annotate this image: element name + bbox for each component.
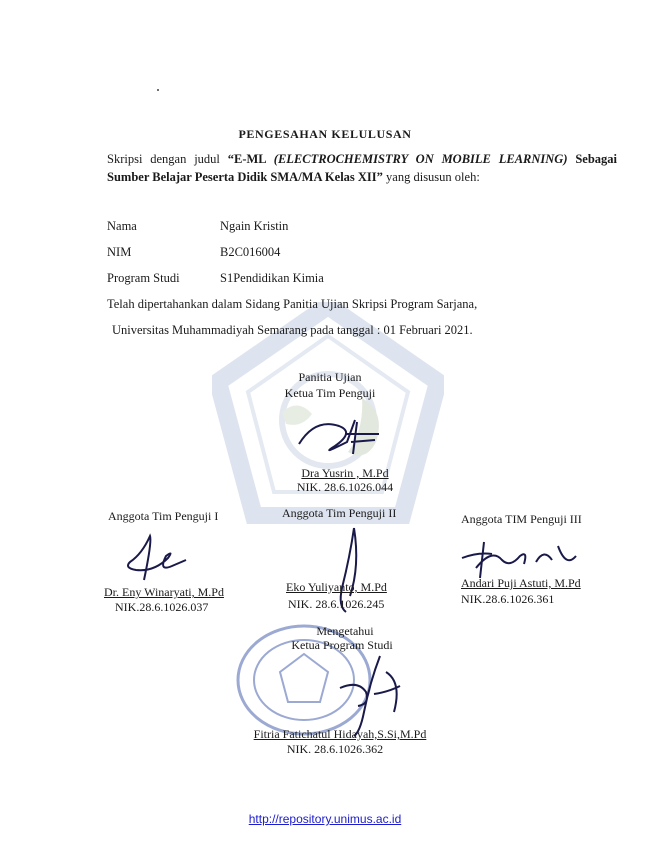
nim-value: B2C016004 [220,245,281,259]
thesis-title-italic: (ELECTROCHEMISTRY ON MOBILE LEARNING) [273,152,568,166]
name-value: Ngain Kristin [220,219,289,233]
examiner-3-signature [458,538,582,580]
examiner-1-signature [122,532,192,584]
thesis-title-part-2: Sebagai Sumber Belajar Peserta Didik SMA/MA Kelas XII” [107,152,617,184]
approval-role: Ketua Program Studi [291,638,393,652]
repository-link[interactable]: http://repository.unimus.ac.id [248,812,402,826]
nim-label: NIM [107,245,132,259]
examiner-3-name: Andari Puji Astuti, M.Pd [461,576,581,590]
examiner-1-nik: NIK.28.6.1026.037 [115,600,209,614]
program-value: S1Pendidikan Kimia [220,271,324,285]
intro-paragraph [107,150,617,186]
examiner-3-role: Anggota TIM Penguji III [461,512,582,526]
approval-signature [330,652,414,738]
chair-nik: NIK. 28.6.1026.044 [296,480,394,494]
thesis-title-part-1: “E-ML [227,152,274,166]
examiner-2-name: Eko Yuliyanto, M.Pd [286,580,387,594]
examiner-3-nik: NIK.28.6.1026.361 [461,592,555,606]
examiner-1-role: Anggota Tim Penguji I [108,509,219,523]
intro-suffix: yang disusun oleh: [382,170,480,184]
defense-line-1: Telah dipertahankan dalam Sidang Panitia Ujian Skripsi Program Sarjana, [107,297,478,311]
page-title: PENGESAHAN KELULUSAN [238,127,412,141]
intro-prefix: Skripsi dengan judul [107,152,228,166]
examiner-1-name: Dr. Eny Winaryati, M.Pd [104,585,224,599]
stray-mark [157,89,159,91]
chair-role: Ketua Tim Penguji [284,386,376,400]
defense-line-2: Universitas Muhammadiyah Semarang pada tanggal : 01 Februari 2021. [112,323,473,337]
chair-signature [295,412,385,462]
approval-name: Fitria Fatichatul Hidayah,S.Si,M.Pd [253,727,427,741]
examiner-2-role: Anggota Tim Penguji II [282,506,397,520]
chair-name: Dra Yusrin , M.Pd [301,466,389,480]
program-label: Program Studi [107,271,180,285]
committee-heading: Panitia Ujian [298,370,362,384]
approval-heading: Mengetahui [316,624,374,638]
examiner-2-nik: NIK. 28.6.1026.245 [288,597,385,611]
approval-nik: NIK. 28.6.1026.362 [286,742,384,756]
name-label: Nama [107,219,137,233]
